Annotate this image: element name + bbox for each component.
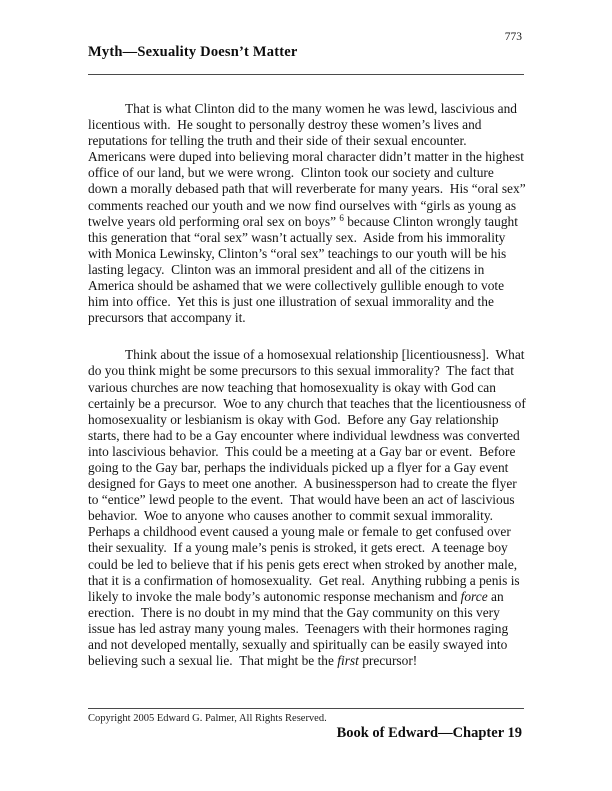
- page-number: 773: [504, 31, 522, 43]
- text-segment: That is what Clinton did to the many women he was lewd, lascivious and licentious with. He sought to personally destroy these women’s lives and reputations for telling the truth and their side of their sexual encounter. Americans were duped into believing moral character didn’t matter in the highest office of our land, but we were wrong. Clinton took our society and culture down a morally debased path that will reverberate for many years. His “oral sex” comments reached our youth and we now find ourselves with “girls as young as twelve years old performing oral sex on boys”: [88, 101, 529, 229]
- text-segment: precursor!: [358, 653, 418, 669]
- page-title: Myth—Sexuality Doesn’t Matter: [88, 44, 298, 60]
- header-rule: [88, 74, 524, 75]
- paragraph-1: [88, 101, 529, 326]
- footnote-reference: 6: [339, 212, 344, 223]
- emphasized-word: first: [337, 653, 359, 669]
- body-text: [88, 101, 530, 669]
- text-segment: Think about the issue of a homosexual relationship [licentiousness]. What do you think might be some precursors to this sexual immorality? The fact that various churches are now teaching that homosexuality is okay with God can certainly be a precursor. Woe to any church that teaches that the licentiousness of homosexuality or lesbianism is okay with God. Before any Gay relationship starts, there had to be a Gay encounter where individual lewdness was converted into lascivious behavior. This could be a meeting at a Gay bar or event. Before going to the Gay bar, perhaps the individuals picked up a flyer for a Gay event designed for Gays to meet one another. A businessperson had to create the flyer to “entice” lewd people to the event. That would have been an act of lascivious behavior. Woe to anyone who causes another to commit sexual immorality. Perhaps a childhood event caused a young male or female to get confused over their sexuality. If a young male’s penis is stroked, it gets erect. A teenage boy could be led to believe that if his penis gets erect when stroked by another male, that it is a confirmation of homosexuality. Get real. Anything rubbing a penis is likely to invoke the male body’s autonomic response mechanism and: [88, 347, 530, 604]
- text-segment: because Clinton wrongly taught this generation that “oral sex” wasn’t actually sex. Aside from his immorality with Monica Lewinsky, Clinton’s “oral sex” teachings to our youth will be his lasting legacy. Clinton was an immoral president and all of the citizens in America should be ashamed that we were collectively gullible enough to vote him into office. Yet this is just one illustration of sexual immorality and the precursors that accompany it.: [88, 213, 522, 326]
- emphasized-word: force: [460, 588, 488, 604]
- footer-rule: [88, 708, 524, 709]
- text-segment: an erection. There is no doubt in my mind that the Gay community on this very issue has led astray many young males. Teenagers with their hormones raging and not developed mentally, sexually and spiritually can be easily swayed into believing such a sexual lie. That might be the: [88, 588, 512, 669]
- book-chapter-title: Book of Edward—Chapter 19: [336, 725, 522, 741]
- paragraph-2: [88, 347, 530, 669]
- copyright-notice: Copyright 2005 Edward G. Palmer, All Rights Reserved.: [88, 713, 327, 724]
